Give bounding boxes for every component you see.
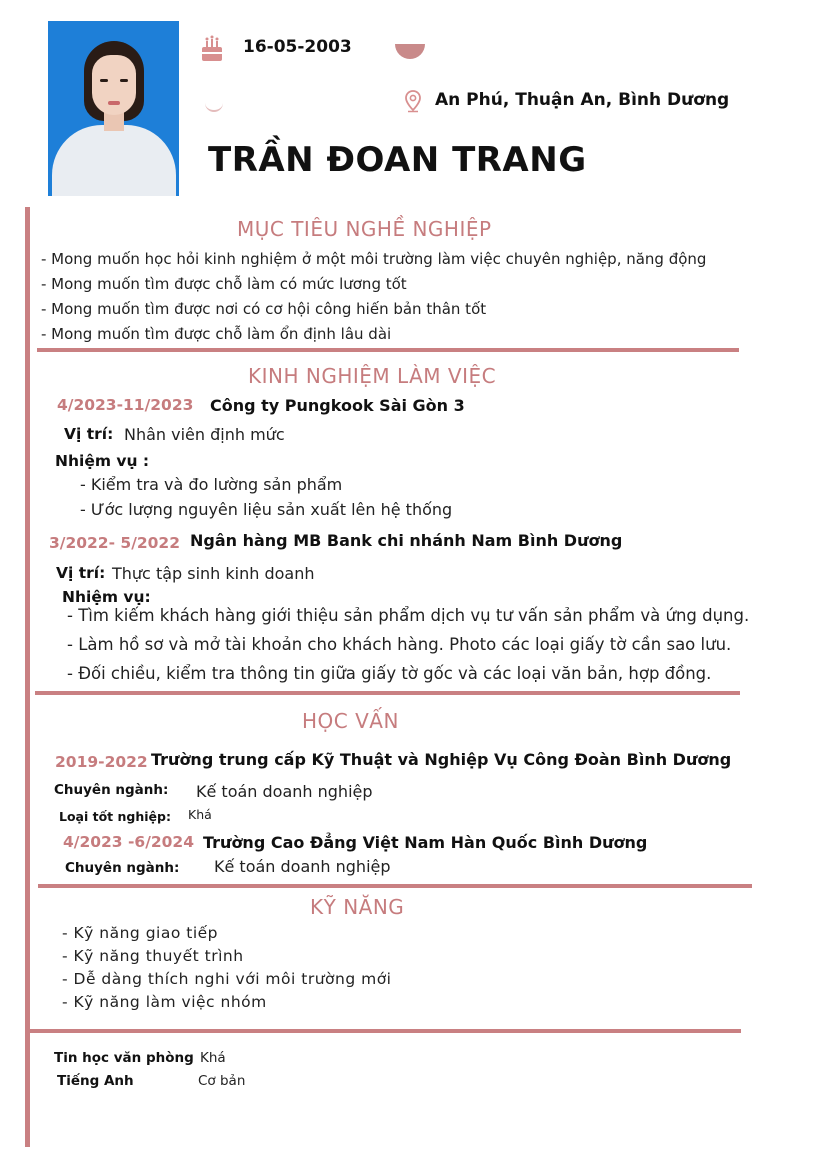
education-title: HỌC VẤN <box>302 709 399 733</box>
skills-title: KỸ NĂNG <box>310 895 405 919</box>
grade-value: Khá <box>188 807 212 822</box>
school-date: 4/2023 -6/2024 <box>63 833 195 851</box>
job-duties-label: Nhiệm vụ: <box>62 588 151 606</box>
location-pin-icon <box>404 89 422 113</box>
section-divider <box>37 348 739 352</box>
extra-value: Khá <box>200 1050 226 1066</box>
full-name: TRẦN ĐOAN TRANG <box>208 140 587 180</box>
job-position: Thực tập sinh kinh doanh <box>112 564 315 583</box>
extra-value: Cơ bản <box>198 1073 246 1089</box>
skill-item: - Kỹ năng thuyết trình <box>62 947 244 965</box>
job-position: Nhân viên định mức <box>124 425 285 444</box>
job-duty: - Đối chiều, kiểm tra thông tin giữa giấy tờ gốc và các loại văn bản, hợp đồng. <box>67 664 712 683</box>
left-accent-bar <box>25 207 30 1147</box>
objective-item: - Mong muốn tìm được nơi có cơ hội công hiến bản thân tốt <box>41 300 487 318</box>
skill-item: - Kỹ năng giao tiếp <box>62 924 219 942</box>
section-divider <box>38 884 752 888</box>
job-duty: - Ước lượng nguyên liệu sản xuất lên hệ thống <box>80 500 453 519</box>
school-date: 2019-2022 <box>55 753 148 771</box>
objective-title: MỤC TIÊU NGHỀ NGHIỆP <box>237 217 492 241</box>
section-divider <box>30 1029 741 1033</box>
experience-title: KINH NGHIỆM LÀM VIỆC <box>248 364 497 388</box>
job-company: Công ty Pungkook Sài Gòn 3 <box>210 396 465 415</box>
extra-label: Tiếng Anh <box>57 1073 134 1089</box>
decorative-half-circle <box>395 44 425 59</box>
major-value: Kế toán doanh nghiệp <box>214 857 391 876</box>
grade-label: Loại tốt nghiệp: <box>59 809 171 824</box>
job-position-label: Vị trí: <box>56 564 106 582</box>
address: An Phú, Thuận An, Bình Dương <box>435 90 730 110</box>
objective-item: - Mong muốn tìm được chỗ làm có mức lương tốt <box>41 275 407 293</box>
birthday-cake-icon <box>200 33 224 63</box>
decorative-arc <box>205 100 223 112</box>
profile-photo <box>48 21 179 196</box>
job-position-label: Vị trí: <box>64 425 114 443</box>
job-duty: - Kiểm tra và đo lường sản phẩm <box>80 475 343 494</box>
job-duties-label: Nhiệm vụ : <box>55 452 150 470</box>
birthdate: 16-05-2003 <box>243 37 352 57</box>
major-label: Chuyên ngành: <box>65 860 180 876</box>
school-name: Trường trung cấp Kỹ Thuật và Nghiệp Vụ Công Đoàn Bình Dương <box>151 750 732 769</box>
major-value: Kế toán doanh nghiệp <box>196 782 373 801</box>
job-duty: - Làm hồ sơ và mở tài khoản cho khách hàng. Photo các loại giấy tờ cần sao lưu. <box>67 635 732 654</box>
school-name: Trường Cao Đẳng Việt Nam Hàn Quốc Bình Dương <box>203 833 648 852</box>
job-company: Ngân hàng MB Bank chi nhánh Nam Bình Dương <box>190 531 623 550</box>
major-label: Chuyên ngành: <box>54 782 169 798</box>
objective-item: - Mong muốn tìm được chỗ làm ổn định lâu dài <box>41 325 392 343</box>
skill-item: - Dễ dàng thích nghi với môi trường mới <box>62 970 392 988</box>
objective-item: - Mong muốn học hỏi kinh nghiệm ở một môi trường làm việc chuyên nghiệp, năng động <box>41 250 707 268</box>
job-date: 3/2022- 5/2022 <box>49 534 181 552</box>
skill-item: - Kỹ năng làm việc nhóm <box>62 993 267 1011</box>
job-duty: - Tìm kiếm khách hàng giới thiệu sản phẩm dịch vụ tư vấn sản phẩm và ứng dụng. <box>67 606 750 625</box>
extra-label: Tin học văn phòng <box>54 1050 194 1066</box>
job-date: 4/2023-11/2023 <box>57 396 194 414</box>
section-divider <box>35 691 740 695</box>
